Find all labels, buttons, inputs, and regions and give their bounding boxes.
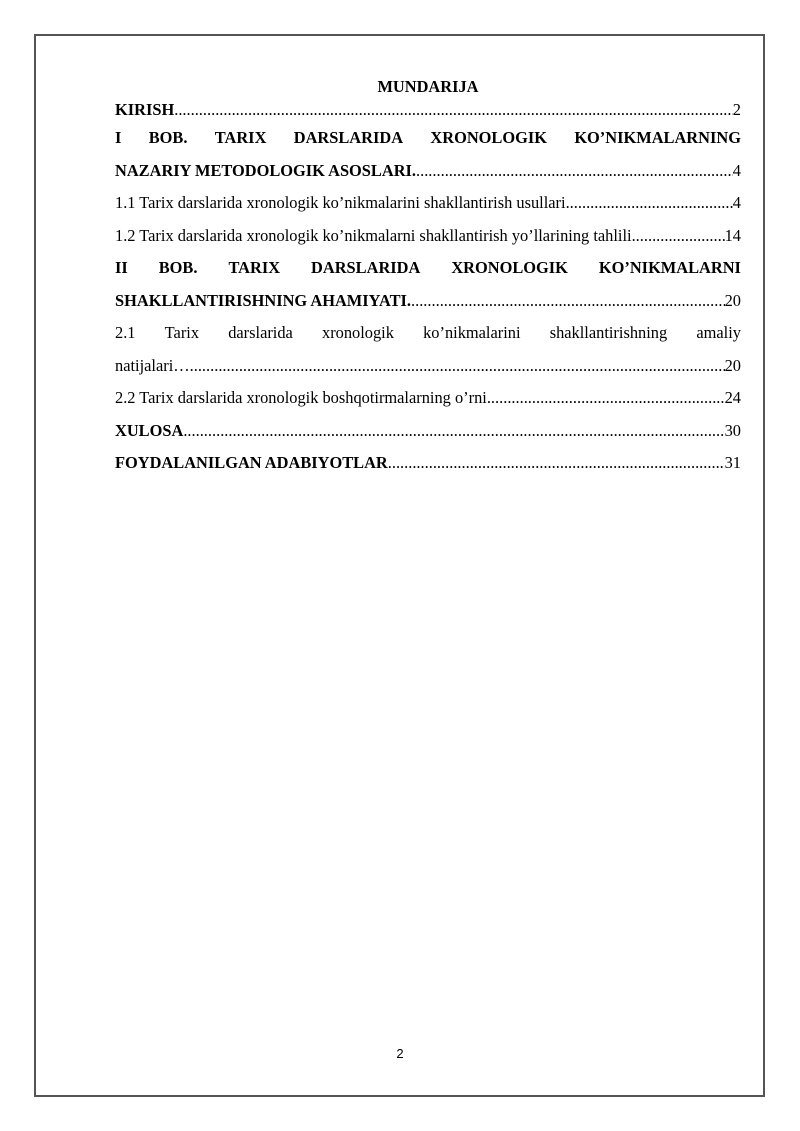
toc-entry-label: 1.1 Tarix darslarida xronologik ko’nikmalarini shakllantirish usullari [115, 193, 566, 212]
toc-entry-label: KIRISH [115, 100, 175, 119]
toc-word: BOB. [148, 128, 188, 147]
toc-entry-xulosa[interactable] [115, 415, 741, 448]
toc-entry-label: SHAKLLANTIRISHNING AHAMIYATI. [115, 290, 412, 310]
toc-entry-2-1-line2[interactable] [115, 350, 741, 383]
toc-entry-page: 24 [724, 388, 741, 407]
toc-word: II [115, 258, 128, 277]
toc-leader-dots [416, 155, 733, 188]
table-of-contents [115, 76, 741, 480]
toc-word: TARIX [228, 258, 281, 277]
toc-entry-page: 31 [724, 453, 741, 472]
page-number: 2 [396, 1046, 404, 1061]
toc-word: TARIX [214, 128, 267, 147]
toc-entry-bob2-line2[interactable] [115, 285, 741, 318]
toc-leader-dots [411, 285, 725, 318]
toc-entry-kirish[interactable] [115, 98, 741, 122]
toc-entry-2-2[interactable] [115, 382, 741, 415]
toc-word: KO’NIKMALARNING [574, 128, 741, 147]
toc-word: XRONOLOGIK [430, 128, 547, 147]
toc-leader-dots [632, 220, 725, 253]
toc-entry-page: 4 [732, 160, 741, 180]
toc-leader-dots [487, 382, 725, 415]
toc-word: Tarix [164, 323, 200, 342]
toc-word: I [115, 128, 122, 147]
toc-word: xronologik [322, 323, 394, 342]
toc-entry-label: 2.2 Tarix darslarida xronologik boshqotirmalarning o’rni [115, 388, 487, 407]
toc-word: XRONOLOGIK [451, 258, 568, 277]
toc-entry-page: 4 [732, 193, 741, 212]
toc-entry-label: FOYDALANILGAN ADABIYOTLAR [115, 453, 388, 472]
toc-title: MUNDARIJA [377, 77, 479, 96]
toc-word: BOB. [158, 258, 198, 277]
toc-entry-page: 30 [724, 420, 741, 440]
toc-entry-label: 1.2 Tarix darslarida xronologik ko’nikmalarni shakllantirish yo’llarining tahlili [115, 225, 632, 245]
toc-entry-page: 2 [732, 100, 741, 119]
toc-entry-bob1-line1[interactable] [115, 122, 741, 155]
toc-entry-page: 14 [724, 225, 741, 245]
toc-word: DARSLARIDA [293, 128, 404, 147]
toc-leader-dots [190, 350, 725, 383]
toc-word: KO’NIKMALARNI [598, 258, 741, 277]
toc-entry-bob1-line2[interactable] [115, 155, 741, 188]
toc-word: 2.1 [115, 323, 136, 342]
toc-leader-dots [566, 187, 733, 220]
toc-entry-page: 20 [724, 355, 741, 375]
toc-entry-bob2-line1[interactable] [115, 252, 741, 285]
toc-word: amaliy [696, 323, 741, 342]
toc-word: DARSLARIDA [311, 258, 421, 277]
toc-entry-label: XULOSA [115, 420, 184, 440]
toc-entry-1-1[interactable] [115, 187, 741, 220]
toc-entry-1-2[interactable] [115, 220, 741, 253]
toc-entry-2-1-line1[interactable] [115, 317, 741, 350]
toc-word: darslarida [228, 323, 293, 342]
toc-leader-dots [183, 415, 724, 448]
toc-entry-adabiyotlar[interactable] [115, 447, 741, 480]
toc-entry-label: NAZARIY METODOLOGIK ASOSLARI. [115, 160, 417, 180]
toc-entry-page: 20 [724, 290, 741, 310]
toc-entry-label: natijalari… [115, 355, 190, 375]
toc-leader-dots [388, 447, 725, 480]
toc-word: ko’nikmalarini [423, 323, 521, 342]
toc-leader-dots [174, 98, 733, 122]
toc-word: shakllantirishning [549, 323, 668, 342]
